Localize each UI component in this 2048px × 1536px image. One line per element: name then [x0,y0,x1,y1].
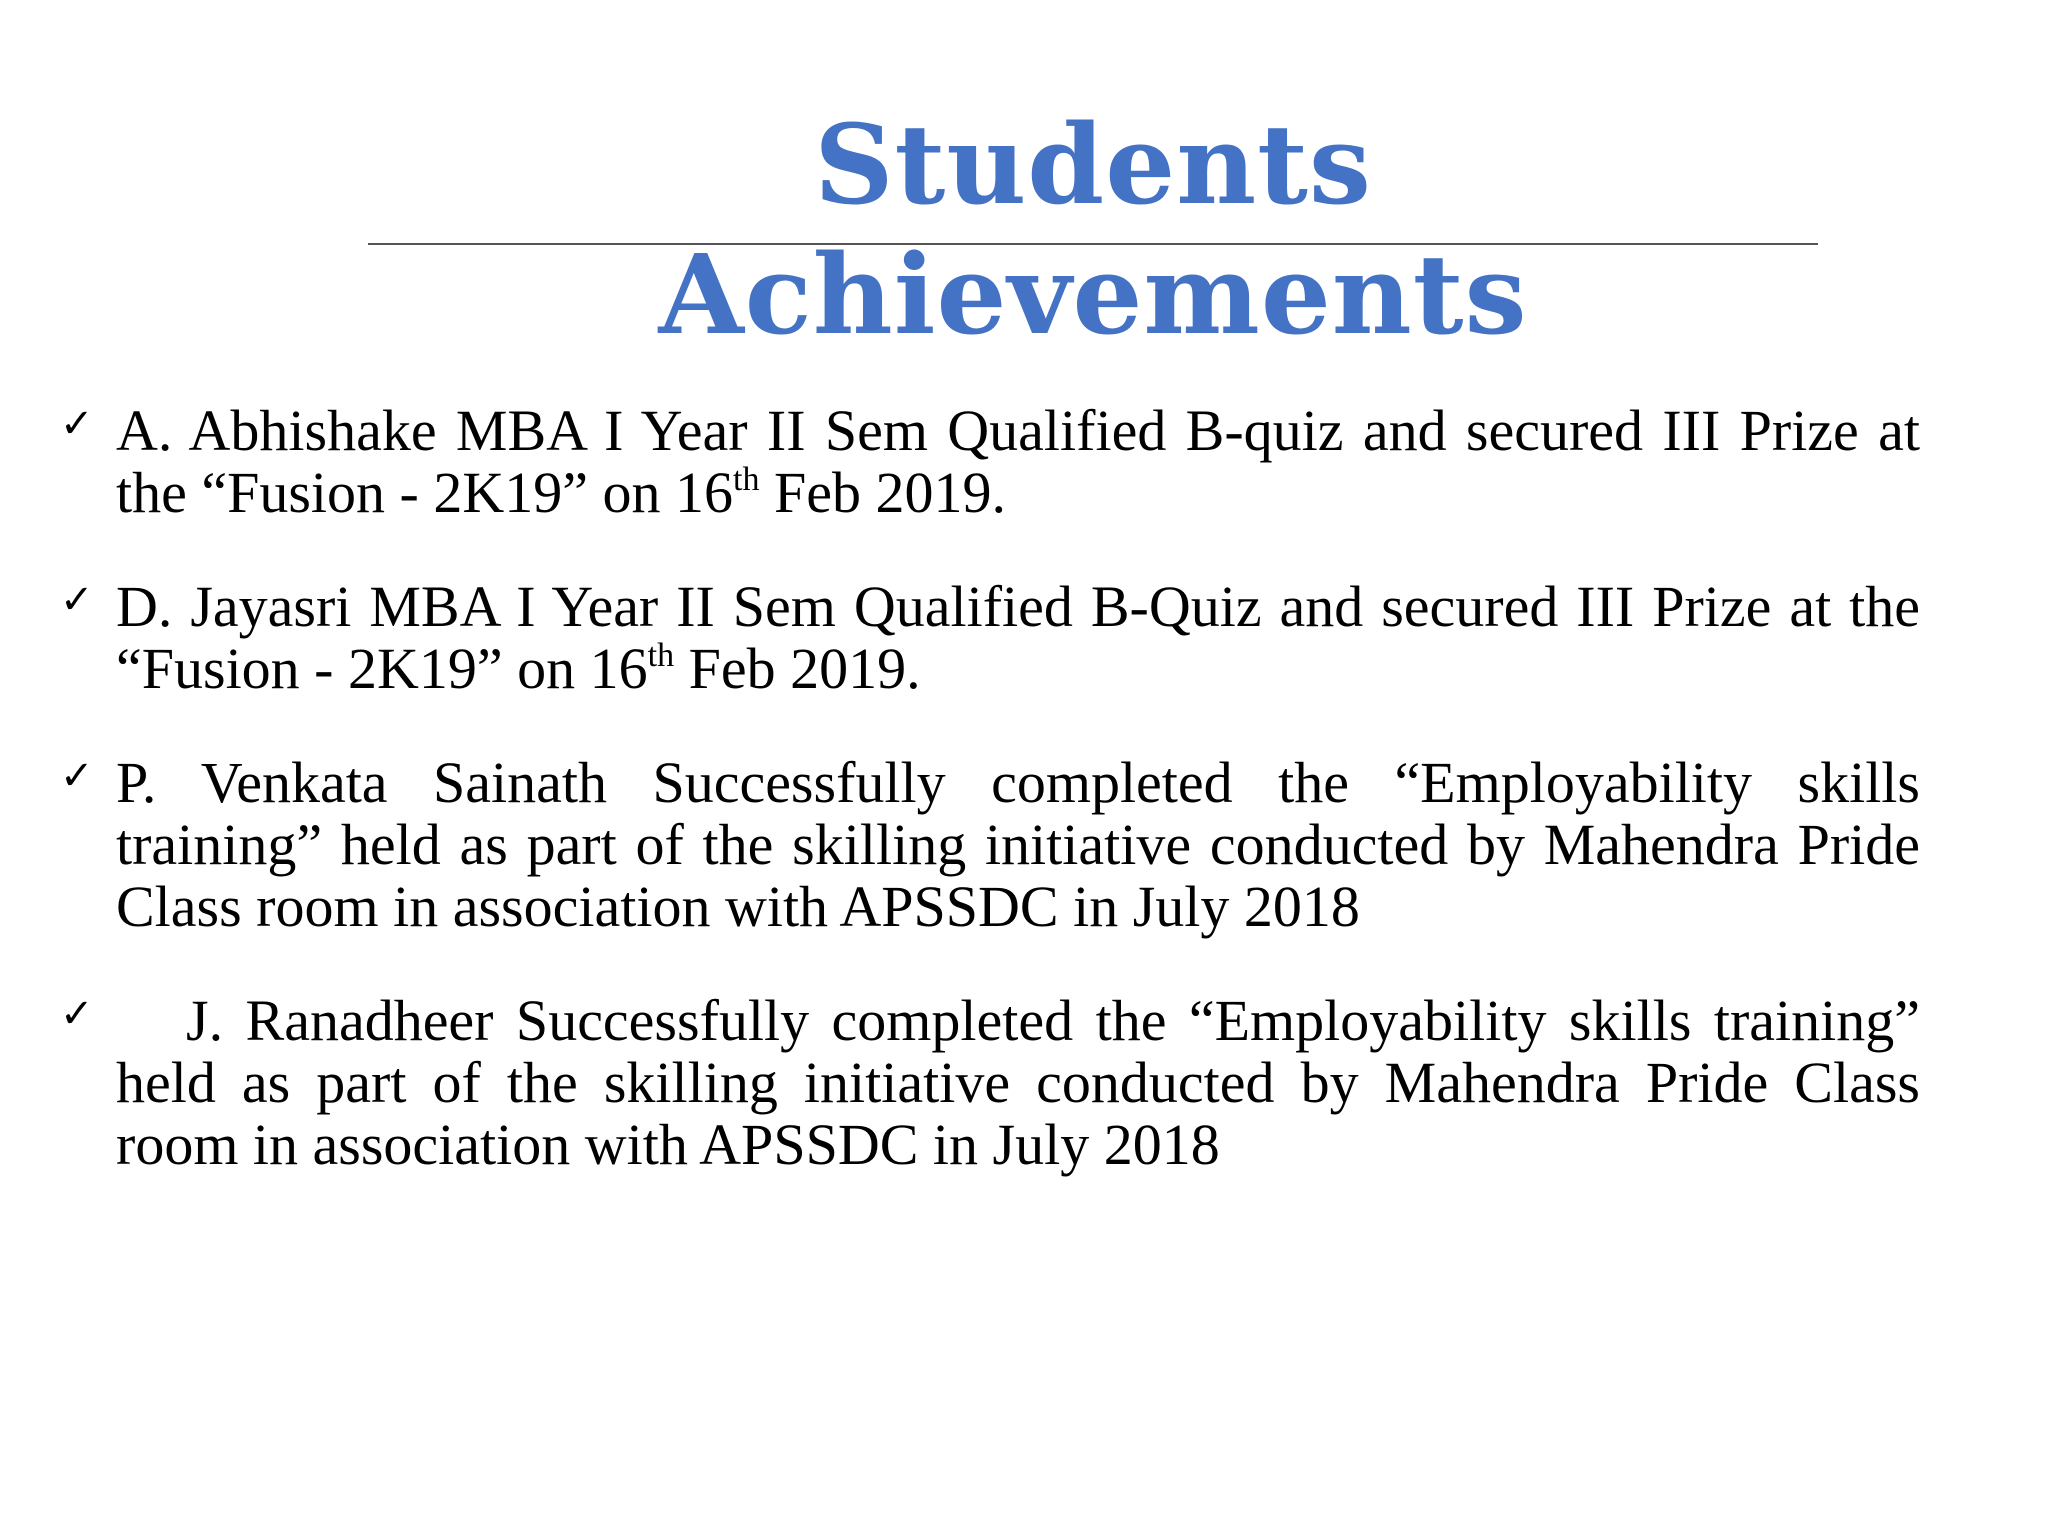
achievements-list [60,400,1920,1228]
list-item-text: A. Abhishake MBA I Year II Sem Qualified B-quiz and secured III Prize at the “Fusion - 2K19” on 16th Feb 2019. [116,398,1920,525]
page-title: Students Achievements [658,100,1528,359]
list-item-text: D. Jayasri MBA I Year II Sem Qualified B-Quiz and secured III Prize at the “Fusion - 2K19” on 16th Feb 2019. [116,574,1920,701]
checkmark-icon: ✓ [60,577,94,623]
checkmark-icon: ✓ [60,401,94,447]
list-item [60,752,1920,938]
list-item [60,576,1920,700]
checkmark-icon: ✓ [60,753,94,799]
title-divider [368,243,1818,245]
list-item-text: P. Venkata Sainath Successfully completed the “Employability skills training” held as part of the skilling initiative conducted by Mahendra Pride Class room in association with APSSDC in July 2018 [116,750,1920,939]
list-item [60,990,1920,1176]
checkmark-icon: ✓ [60,991,94,1037]
list-item [60,400,1920,524]
list-item-text: J. Ranadheer Successfully completed the “Employability skills training” held as part of the skilling initiative conducted by Mahendra Pride Class room in association with APSSDC in July 2018 [116,988,1920,1177]
